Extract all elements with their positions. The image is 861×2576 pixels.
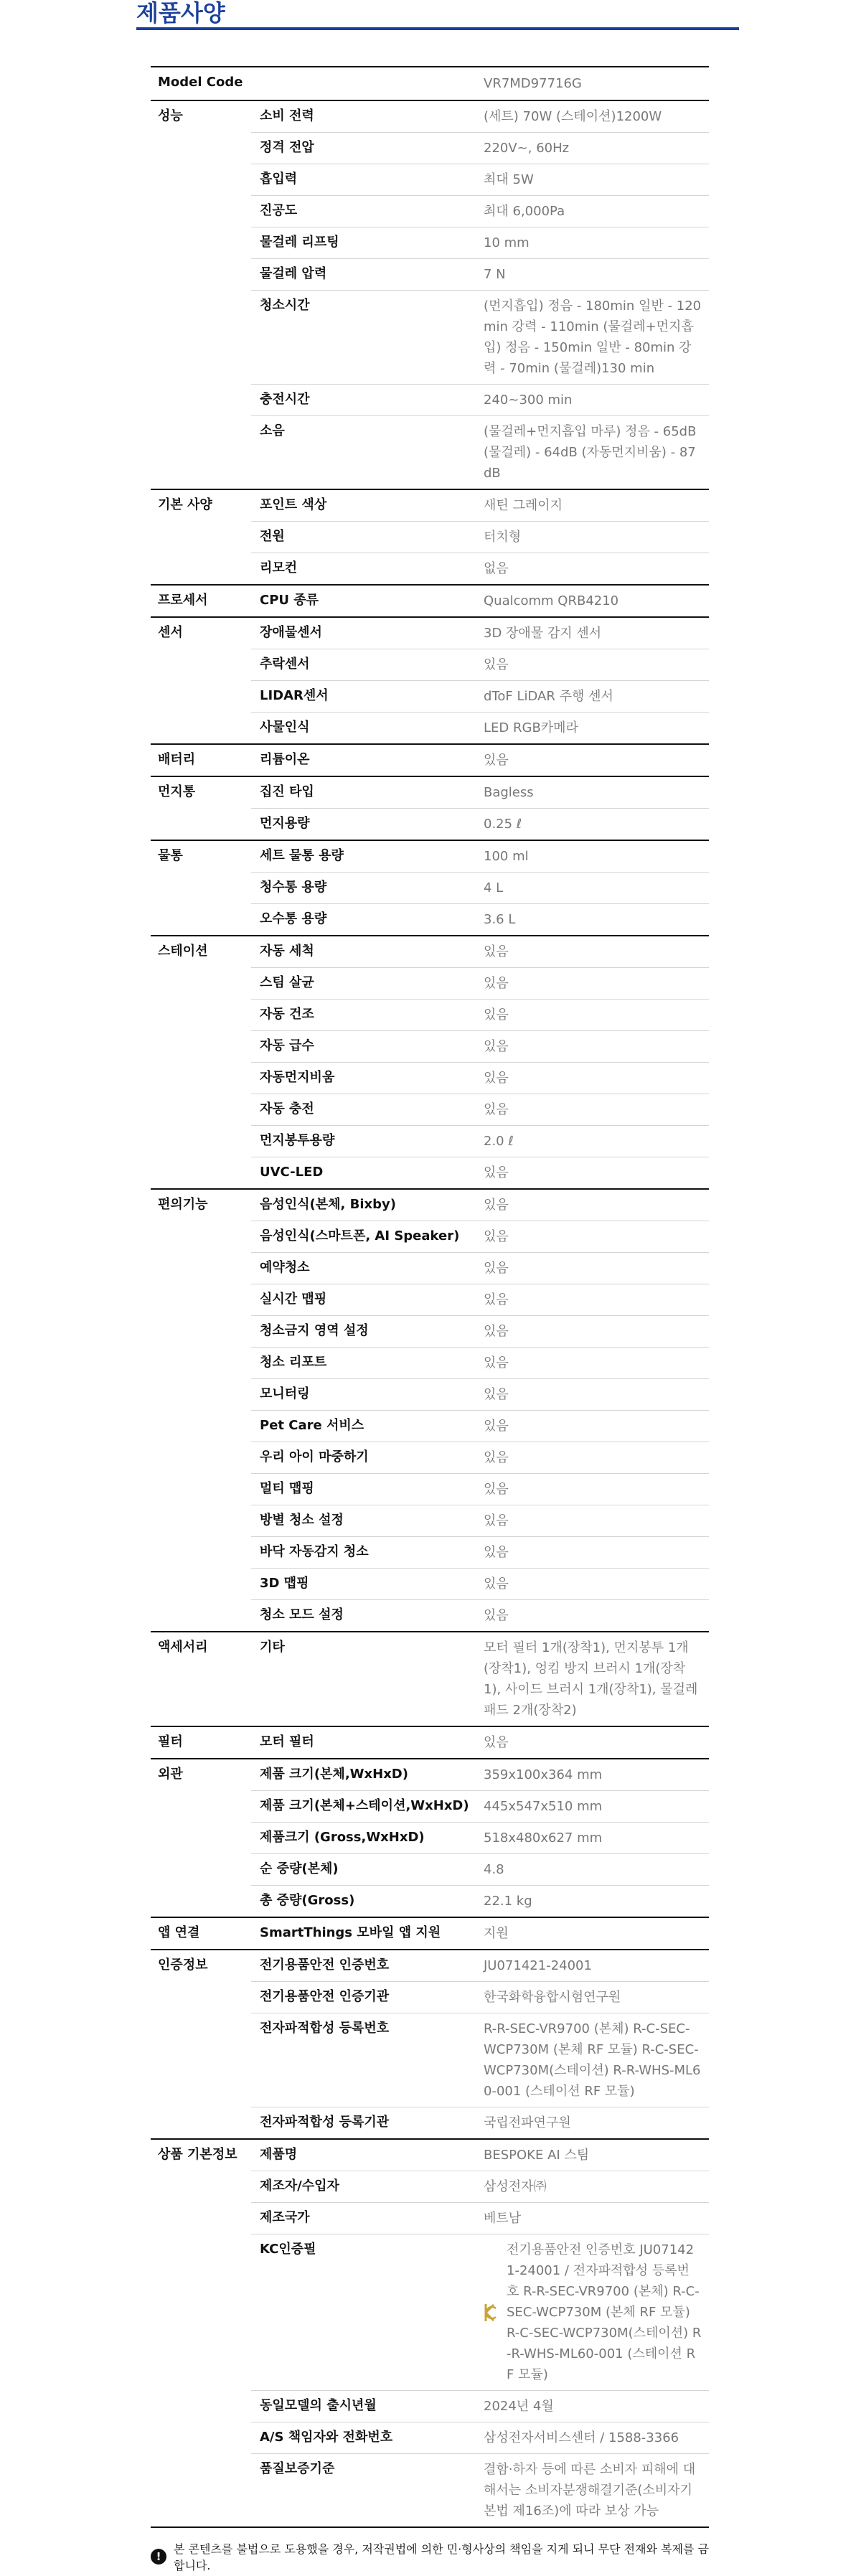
spec-row: [251, 101, 709, 133]
spec-section: [151, 1632, 709, 1727]
title-underline: [136, 27, 739, 30]
spec-table: [151, 66, 709, 2528]
spec-value: 최대 6,000Pa: [484, 204, 565, 219]
spec-row: [251, 2107, 709, 2138]
section-category: 필터: [158, 1734, 183, 1749]
spec-label: 사물인식: [260, 720, 310, 735]
spec-label: 자동 충전: [260, 1101, 314, 1117]
spec-value: (먼지흡입) 정음 - 180min 일반 - 120min 강력 - 110min (물걸레+먼지흡입) 정음 - 150min 일반 - 80min 강력 - 70min (물걸레)130 min: [484, 299, 702, 376]
model-code-row: [151, 67, 709, 101]
spec-section: [151, 1950, 709, 2140]
spec-value: BESPOKE AI 스팀: [484, 2148, 590, 2163]
spec-label: 바닥 자동감지 청소: [260, 1544, 369, 1559]
spec-row: [251, 968, 709, 1000]
spec-label: 소음: [260, 423, 285, 438]
section-rows: [251, 586, 709, 616]
spec-value: JU071421-24001: [484, 1958, 592, 1973]
spec-value: 100 ml: [484, 849, 529, 864]
spec-value: 최대 5W: [484, 172, 534, 187]
spec-row: [251, 227, 709, 259]
spec-value: 2.0 ℓ: [484, 1134, 514, 1149]
spec-row: [251, 681, 709, 713]
copyright-notice: [151, 2540, 718, 2573]
spec-row: [251, 586, 709, 616]
spec-value: 삼성전자㈜: [484, 2179, 547, 2194]
spec-label: 전원: [260, 529, 285, 544]
section-category: 센서: [158, 625, 183, 640]
section-category: 프로세서: [158, 593, 208, 608]
kc-cert-text: 전기용품안전 인증번호 JU071421-24001 / 전자파적합성 등록번호 R-R-SEC-VR9700 (본체) R-C-SEC-WCP730M (본체 RF 모듈) R-C-SEC-WCP730M(스테이션) R-R-WHS-ML60-001 (스테이션 RF 모듈): [507, 2242, 702, 2382]
spec-row: [251, 1791, 709, 1823]
spec-label: Pet Care 서비스: [260, 1418, 364, 1433]
spec-row: [251, 2203, 709, 2234]
spec-label: 기타: [260, 1640, 285, 1655]
spec-row: [251, 1253, 709, 1284]
spec-value: (물걸레+먼지흡입 마루) 정음 - 65dB (물걸레) - 64dB (자동먼지비움) - 87dB: [484, 424, 697, 481]
spec-label: 음성인식(본체, Bixby): [260, 1197, 397, 1212]
spec-section: [151, 618, 709, 745]
spec-row: [251, 713, 709, 743]
spec-section: [151, 936, 709, 1190]
spec-value: 4 L: [484, 880, 504, 896]
section-rows: [251, 841, 709, 935]
spec-value: 240~300 min: [484, 392, 573, 408]
spec-row: [251, 164, 709, 196]
spec-row: [251, 1537, 709, 1569]
spec-value: 7 N: [484, 267, 506, 282]
spec-row: [251, 416, 709, 489]
section-rows: [251, 618, 709, 743]
spec-label: 추락센서: [260, 657, 310, 672]
spec-value: 3D 장애물 감지 센서: [484, 626, 602, 641]
spec-label: 먼지봉투용량: [260, 1133, 335, 1148]
spec-value: [481, 2234, 709, 2390]
notice-text: 본 콘텐츠를 불법으로 도용했을 경우, 저작권법에 의한 민·형사상의 책임을 지게 되니 무단 전재와 복제를 금합니다.: [174, 2542, 709, 2572]
spec-section: [151, 841, 709, 936]
spec-section: [151, 1190, 709, 1632]
spec-row: [251, 618, 709, 649]
spec-label: 전자파적합성 등록기관: [260, 2115, 390, 2130]
spec-value: 있음: [484, 1039, 509, 1054]
spec-row: [251, 1126, 709, 1157]
spec-value: 있음: [484, 1229, 509, 1244]
spec-row: [251, 1950, 709, 1982]
spec-label: 청수통 용량: [260, 880, 327, 895]
spec-value: 있음: [484, 1102, 509, 1117]
spec-value: 3.6 L: [484, 912, 516, 927]
spec-row: [251, 1632, 709, 1726]
spec-label: 스팀 살균: [260, 975, 314, 990]
spec-row: [251, 904, 709, 935]
section-rows: [251, 2140, 709, 2526]
spec-row: [251, 809, 709, 840]
spec-value: 있음: [484, 1513, 509, 1528]
spec-value: 있음: [484, 657, 509, 672]
section-rows: [251, 101, 709, 489]
spec-value: 없음: [484, 561, 509, 576]
section-rows: [251, 1918, 709, 1949]
section-rows: [251, 1950, 709, 2138]
spec-row: [251, 936, 709, 968]
section-rows: [251, 745, 709, 776]
section-category: 먼지통: [158, 784, 196, 799]
spec-row: [251, 133, 709, 164]
spec-label: 전기용품안전 인증기관: [260, 1989, 390, 2004]
spec-label: 자동 세척: [260, 944, 314, 959]
spec-label: 청소금지 영역 설정: [260, 1323, 369, 1338]
spec-row: [251, 1190, 709, 1221]
spec-label: 자동 건조: [260, 1007, 314, 1022]
spec-value: 터치형: [484, 530, 522, 545]
spec-row: [251, 1474, 709, 1505]
spec-label: 오수통 용량: [260, 911, 327, 926]
spec-section: [151, 1759, 709, 1918]
spec-value: Bagless: [484, 785, 534, 800]
spec-value: 베트남: [484, 2211, 522, 2226]
spec-row: [251, 196, 709, 227]
spec-row: [251, 385, 709, 416]
spec-row: [251, 291, 709, 385]
spec-label: 청소 모드 설정: [260, 1607, 344, 1622]
spec-value: 삼성전자서비스센터 / 1588-3366: [484, 2430, 679, 2445]
spec-value: 518x480x627 mm: [484, 1830, 603, 1846]
spec-row: [251, 2171, 709, 2203]
spec-label: 제조자/수입자: [260, 2178, 339, 2194]
page-header: [136, 0, 739, 33]
section-rows: [251, 490, 709, 584]
spec-label: 정격 전압: [260, 140, 314, 155]
spec-row: [251, 1759, 709, 1791]
spec-row: [251, 490, 709, 522]
spec-row: [251, 1000, 709, 1031]
spec-value: 있음: [484, 753, 509, 768]
spec-row: [251, 1379, 709, 1411]
section-category: 앱 연결: [158, 1925, 200, 1940]
spec-value: 있음: [484, 1482, 509, 1497]
section-category: 편의기능: [158, 1197, 208, 1212]
spec-value: 22.1 kg: [484, 1894, 532, 1909]
spec-value: dToF LiDAR 주행 센서: [484, 689, 613, 704]
section-category: 배터리: [158, 752, 196, 767]
spec-label: 제품 크기(본체,WxHxD): [260, 1767, 408, 1782]
spec-label: 모니터링: [260, 1386, 310, 1401]
spec-label: 제품크기 (Gross,WxHxD): [260, 1830, 425, 1845]
spec-row: [251, 1284, 709, 1316]
spec-label: 집진 타입: [260, 784, 314, 799]
spec-row: [251, 2013, 709, 2107]
spec-section: [151, 777, 709, 841]
spec-value: 있음: [484, 1576, 509, 1592]
section-rows: [251, 1759, 709, 1917]
spec-label: 충전시간: [260, 392, 310, 407]
spec-section: [151, 586, 709, 618]
spec-label: 실시간 맵핑: [260, 1292, 327, 1307]
section-category: 기본 사양: [158, 497, 212, 512]
section-category: 액세서리: [158, 1640, 208, 1655]
spec-label: 제품 크기(본체+스테이션,WxHxD): [260, 1798, 469, 1813]
spec-row: [251, 259, 709, 291]
spec-value: 결함·하자 등에 따른 소비자 피해에 대해서는 소비자분쟁해결기준(소비자기본법 제16조)에 따라 보상 가능: [484, 2462, 696, 2519]
spec-value: LED RGB카메라: [484, 720, 578, 735]
spec-row: [251, 1094, 709, 1126]
spec-row: [251, 553, 709, 584]
spec-row: [251, 2140, 709, 2171]
spec-row: [251, 1727, 709, 1758]
spec-value: 한국화학융합시험연구원: [484, 1990, 621, 2005]
spec-value: 있음: [484, 1198, 509, 1213]
spec-label: 품질보증기준: [260, 2461, 335, 2476]
spec-row: [251, 1157, 709, 1188]
spec-value: 있음: [484, 1165, 509, 1180]
spec-label: 흡입력: [260, 171, 298, 187]
spec-row: [251, 649, 709, 681]
exclamation-icon: !: [151, 2549, 166, 2565]
spec-label: 모터 필터: [260, 1734, 314, 1749]
spec-row: [251, 2234, 709, 2391]
section-category: 스테이션: [158, 944, 208, 959]
spec-row: [251, 2391, 709, 2422]
section-rows: [251, 777, 709, 840]
spec-row: [251, 522, 709, 553]
spec-value: 359x100x364 mm: [484, 1767, 603, 1782]
spec-value: 있음: [484, 1007, 509, 1023]
spec-label: 물걸레 리프팅: [260, 235, 339, 250]
spec-label: 예약청소: [260, 1260, 310, 1275]
spec-label: KC인증필: [260, 2242, 316, 2257]
spec-label: 리모컨: [260, 560, 298, 575]
section-rows: [251, 1632, 709, 1726]
section-category: 상품 기본정보: [158, 2147, 237, 2162]
spec-label: 물걸레 압력: [260, 266, 327, 281]
spec-row: [251, 1031, 709, 1063]
spec-label: 청소시간: [260, 298, 310, 313]
kc-mark-icon: [484, 2303, 498, 2323]
spec-label: CPU 종류: [260, 593, 319, 608]
spec-value: 10 mm: [484, 235, 530, 250]
spec-label: UVC-LED: [260, 1165, 324, 1180]
spec-row: [251, 2454, 709, 2526]
spec-row: [251, 1063, 709, 1094]
spec-row: [251, 1823, 709, 1854]
spec-row: [251, 1600, 709, 1631]
spec-value: 있음: [484, 1608, 509, 1623]
section-category: 외관: [158, 1767, 183, 1782]
spec-label: 장애물센서: [260, 625, 322, 640]
spec-value: 지원: [484, 1926, 509, 1941]
spec-value: 있음: [484, 1324, 509, 1339]
spec-label: 전기용품안전 인증번호: [260, 1957, 390, 1973]
spec-label: 리튬이온: [260, 752, 310, 767]
spec-label: 순 중량(본체): [260, 1861, 339, 1876]
spec-value: 있음: [484, 1545, 509, 1560]
spec-label: 멀티 맵핑: [260, 1481, 314, 1496]
page-title: 제품사양: [136, 0, 225, 27]
section-category: 인증정보: [158, 1957, 208, 1973]
spec-label: 자동먼지비움: [260, 1070, 335, 1085]
spec-row: [251, 1442, 709, 1474]
section-rows: [251, 1727, 709, 1758]
spec-value: 있음: [484, 1071, 509, 1086]
spec-section: [151, 2140, 709, 2528]
spec-row: [251, 1886, 709, 1917]
spec-row: [251, 777, 709, 809]
spec-label: 세트 물통 용량: [260, 848, 344, 863]
spec-row: [251, 841, 709, 873]
spec-value: 있음: [484, 1735, 509, 1750]
spec-value: 있음: [484, 1419, 509, 1434]
spec-value: 4.8: [484, 1862, 504, 1877]
section-category: 물통: [158, 848, 183, 863]
spec-section: [151, 490, 709, 586]
spec-section: [151, 1727, 709, 1759]
spec-value: 220V~, 60Hz: [484, 141, 570, 156]
spec-label: 제조국가: [260, 2210, 310, 2225]
spec-value: 국립전파연구원: [484, 2115, 571, 2130]
spec-row: [251, 2422, 709, 2454]
spec-value: 있음: [484, 944, 509, 959]
spec-section: [151, 1918, 709, 1950]
spec-value: Qualcomm QRB4210: [484, 593, 619, 608]
spec-value: 있음: [484, 1355, 509, 1371]
spec-row: [251, 1316, 709, 1348]
spec-value: R-R-SEC-VR9700 (본체) R-C-SEC-WCP730M (본체 RF 모듈) R-C-SEC-WCP730M(스테이션) R-R-WHS-ML60-001 (스테이션 RF 모듈): [484, 2021, 701, 2099]
spec-value: 2024년 4월: [484, 2399, 554, 2414]
spec-row: [251, 873, 709, 904]
spec-row: [251, 1348, 709, 1379]
section-category: 성능: [158, 108, 183, 123]
spec-label: 자동 급수: [260, 1038, 314, 1053]
spec-label: 우리 아이 마중하기: [260, 1449, 369, 1465]
spec-label: 먼지용량: [260, 816, 310, 831]
spec-label: 3D 맵핑: [260, 1576, 309, 1591]
spec-value: 있음: [484, 976, 509, 991]
spec-value: 있음: [484, 1450, 509, 1465]
spec-value: 새틴 그레이지: [484, 498, 563, 513]
section-rows: [251, 936, 709, 1188]
model-code-label: Model Code: [158, 75, 243, 90]
spec-label: 전자파적합성 등록번호: [260, 2021, 390, 2036]
spec-value: 있음: [484, 1261, 509, 1276]
spec-label: 소비 전력: [260, 108, 314, 123]
spec-label: 진공도: [260, 203, 298, 218]
spec-label: LIDAR센서: [260, 688, 329, 703]
spec-label: 제품명: [260, 2147, 298, 2162]
spec-value: (세트) 70W (스테이션)1200W: [484, 109, 662, 124]
model-code-value: VR7MD97716G: [484, 76, 582, 91]
spec-value: 모터 필터 1개(장착1), 먼지봉투 1개(장착1), 엉킴 방지 브러시 1개(장착1), 사이드 브러시 1개(장착1), 물걸레 패드 2개(장착2): [484, 1640, 698, 1718]
spec-row: [251, 1505, 709, 1537]
spec-value: 있음: [484, 1387, 509, 1402]
spec-row: [251, 1854, 709, 1886]
spec-label: 총 중량(Gross): [260, 1893, 355, 1908]
spec-row: [251, 1221, 709, 1253]
spec-section: [151, 101, 709, 490]
spec-row: [251, 1918, 709, 1949]
spec-row: [251, 1982, 709, 2013]
spec-label: 음성인식(스마트폰, AI Speaker): [260, 1228, 460, 1244]
spec-label: 청소 리포트: [260, 1355, 327, 1370]
section-rows: [251, 1190, 709, 1631]
spec-row: [251, 745, 709, 776]
spec-row: [251, 1411, 709, 1442]
spec-label: SmartThings 모바일 앱 지원: [260, 1925, 441, 1940]
spec-label: 동일모델의 출시년월: [260, 2398, 377, 2413]
spec-value: 있음: [484, 1292, 509, 1307]
spec-label: 포인트 색상: [260, 497, 327, 512]
spec-value: 445x547x510 mm: [484, 1799, 603, 1814]
spec-label: 방별 청소 설정: [260, 1513, 344, 1528]
spec-label: A/S 책임자와 전화번호: [260, 2430, 393, 2445]
spec-row: [251, 1569, 709, 1600]
spec-value: 0.25 ℓ: [484, 817, 522, 832]
spec-section: [151, 745, 709, 777]
